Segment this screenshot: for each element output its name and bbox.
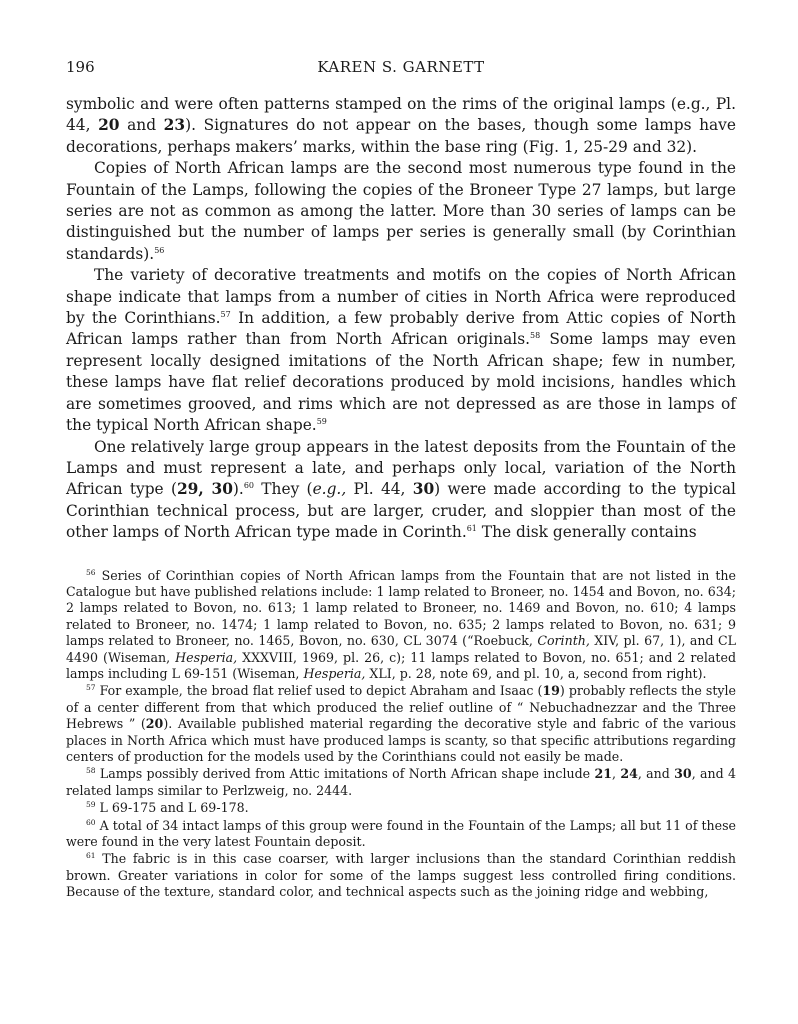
text-run: For example, the broad flat relief used to depict Abraham and Isaac ( bbox=[95, 683, 543, 699]
italic-text: e.g., bbox=[312, 480, 347, 499]
note-reference: 59 bbox=[316, 417, 327, 427]
text-run: A total of 34 intact lamps of this group were found in the Fountain of the Lamps; all but 11 of these were found in the very latest Fountain deposit. bbox=[66, 817, 736, 850]
italic-text: Corinth, bbox=[537, 633, 590, 649]
note-reference: 59 bbox=[86, 800, 96, 810]
text-run: and bbox=[119, 116, 164, 135]
text-run: Pl. 44, bbox=[346, 480, 413, 499]
text-run: ) probably reflects the style of a center different from that which produced the relief outline of “ Nebuchadnezzar and the Three Hebrews ” ( bbox=[66, 683, 736, 732]
text-run: , and bbox=[637, 766, 675, 782]
text-run: symbolic and were often patterns stamped on the rims of the original lamps (e.g., Pl. 44, bbox=[66, 95, 736, 135]
page-header bbox=[66, 58, 736, 80]
footnotes bbox=[66, 568, 736, 901]
note-reference: 56 bbox=[86, 567, 96, 577]
note-reference: 60 bbox=[243, 481, 254, 491]
text-run: Copies of North African lamps are the second most numerous type found in the Fountain of the Lamps, following the copies of the Broneer Type 27 lamps, but large series are not as common as among the latter. More than 30 series of lamps can be distinguished but the number of lamps per series is generally small (by Corinthian standards). bbox=[66, 159, 736, 263]
body-text bbox=[66, 94, 736, 544]
text-run: They ( bbox=[254, 480, 313, 499]
page-number: 196 bbox=[66, 58, 95, 76]
body-paragraph bbox=[66, 158, 736, 265]
body-paragraph bbox=[66, 94, 736, 158]
text-run: The fabric is in this case coarser, with larger inclusions than the standard Corinthian reddish brown. Greater variations in color for some of the lamps suggest less controlled firing conditions. Because of the texture, standard color, and technical aspects such as the joining ridge and webbing, bbox=[66, 851, 736, 900]
text-run: ). Available published material regarding the decorative style and fabric of the various places in North Africa which must have produced lamps is scanty, so that specific attributions regarding centers of production for the models used by the Corinthians could not easily be made. bbox=[66, 716, 736, 764]
text-run: One relatively large group appears in the latest deposits from the Fountain of the Lamps and must represent a late, and perhaps only local, variation of the North African type ( bbox=[66, 437, 736, 499]
bold-reference: 29, 30 bbox=[176, 480, 233, 499]
text-run: XLI, p. 28, note 69, and pl. 10, a, second from right). bbox=[365, 665, 707, 681]
body-paragraph bbox=[66, 265, 736, 436]
body-paragraph bbox=[66, 437, 736, 544]
italic-text: Hesperia, bbox=[175, 649, 238, 665]
note-reference: 60 bbox=[86, 817, 96, 827]
note-reference: 61 bbox=[86, 851, 96, 861]
bold-reference: 24 bbox=[620, 766, 638, 782]
footnote bbox=[66, 766, 736, 799]
document-page bbox=[66, 58, 736, 902]
text-run: The disk generally contains bbox=[476, 523, 697, 542]
text-run: L 69-175 and L 69-178. bbox=[95, 800, 249, 816]
text-run: XXXVIII, 1969, pl. 26, c); 11 lamps related to Bovon, no. 651; and 2 related lamps including L 69-151 (Wiseman, bbox=[66, 649, 737, 681]
bold-reference: 20 bbox=[145, 716, 164, 732]
bold-reference: 21 bbox=[594, 766, 612, 782]
note-reference: 58 bbox=[86, 766, 96, 776]
text-run: In addition, a few probably derive from Attic copies of North African lamps rather than from North African originals. bbox=[66, 309, 736, 349]
running-head: KAREN S. GARNETT bbox=[317, 58, 485, 76]
text-run: Lamps possibly derived from Attic imitations of North African shape include bbox=[95, 766, 595, 782]
bold-reference: 23 bbox=[163, 116, 186, 135]
note-reference: 58 bbox=[530, 331, 541, 341]
text-run: The variety of decorative treatments and motifs on the copies of North African shape indicate that lamps from a number of cities in North Africa were reproduced by the Corinthians. bbox=[66, 266, 736, 328]
bold-reference: 30 bbox=[412, 480, 435, 499]
text-run: Series of Corinthian copies of North African lamps from the Fountain that are not listed in the Catalogue but have published relations include: 1 lamp related to Broneer, no. 1454 and Bovon, no. 634; 2 lamps related to Bovon, no. 613; 1 lamp related to Broneer, no. 1469 and Bovon, no. 610; 4 lamps related to Broneer, no. 1474; 1 lamp related to Bovon, no. 635; 2 lamps related to Bovon, no. 631; 9 lamps related to Broneer, no. 1465, Bovon, no. 630, CL 3074 (“Roebuck, bbox=[66, 567, 736, 649]
note-reference: 57 bbox=[86, 683, 96, 693]
italic-text: Hesperia, bbox=[303, 665, 366, 681]
footnote bbox=[66, 818, 736, 851]
text-run: ). bbox=[232, 480, 244, 499]
footnote bbox=[66, 851, 736, 900]
note-reference: 61 bbox=[466, 524, 477, 534]
text-run: , bbox=[611, 766, 621, 782]
text-run: , and 4 related lamps similar to Perlzweig, no. 2444. bbox=[66, 766, 737, 798]
note-reference: 57 bbox=[220, 310, 231, 320]
text-run: ). Signatures do not appear on the bases, though some lamps have decorations, perhaps makers’ marks, within the base ring (Fig. 1, 25-29 and 32). bbox=[66, 116, 736, 156]
text-run: ) were made according to the typical Corinthian technical process, but are larger, cruder, and sloppier than most of the other lamps of North African type made in Corinth. bbox=[66, 480, 736, 542]
bold-reference: 30 bbox=[674, 766, 692, 782]
text-run: XIV, pl. 67, 1), and CL 4490 (Wiseman, bbox=[66, 633, 736, 665]
note-reference: 56 bbox=[154, 245, 165, 255]
bold-reference: 19 bbox=[542, 683, 560, 699]
footnote bbox=[66, 568, 736, 683]
text-run: Some lamps may even represent locally designed imitations of the North African shape; few in number, these lamps have flat relief decorations produced by mold incisions, handles which are sometimes grooved, and rims which are not depressed as are those in lamps of the typical North African shape. bbox=[66, 330, 736, 435]
footnote bbox=[66, 683, 736, 765]
bold-reference: 20 bbox=[98, 116, 120, 135]
footnote bbox=[66, 800, 736, 816]
